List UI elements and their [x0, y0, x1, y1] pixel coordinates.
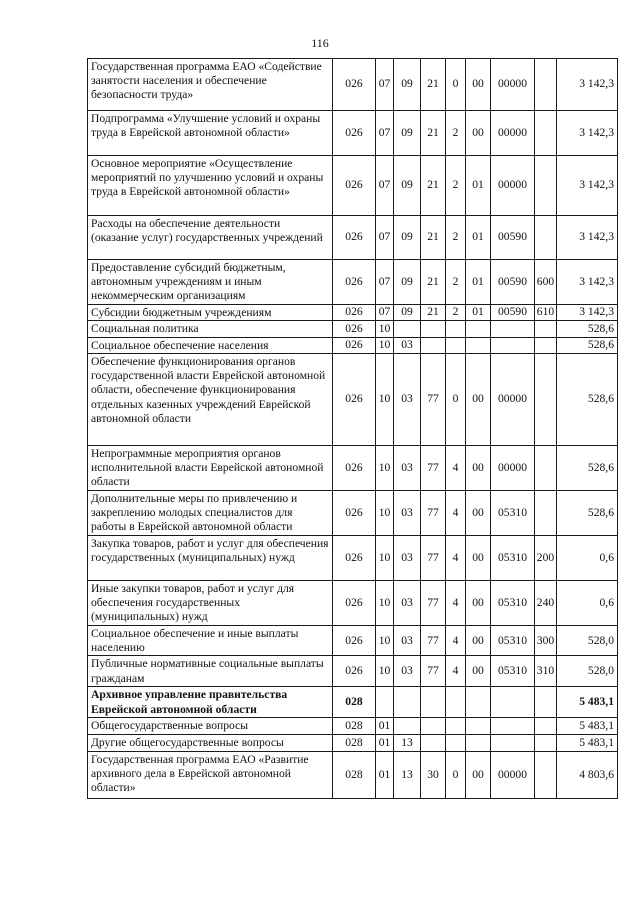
target-article-subprogram: 2 [446, 260, 466, 305]
ved-code: 026 [333, 536, 376, 581]
target-article-subprogram [446, 337, 466, 353]
amount: 528,6 [557, 337, 618, 353]
expense-type-code [535, 717, 557, 734]
row-name: Предоставление субсидий бюджетным, автономным учреждениям и иным некоммерческим организациям [88, 260, 333, 305]
amount: 3 142,3 [557, 304, 618, 320]
target-article-event: 00 [466, 626, 491, 656]
target-article-subprogram: 2 [446, 216, 466, 260]
target-article-direction: 00000 [491, 354, 535, 446]
budget-table [87, 58, 618, 799]
subsection-code: 03 [394, 536, 421, 581]
ved-code: 028 [333, 687, 376, 717]
target-article-program [421, 337, 446, 353]
target-article-direction: 00590 [491, 216, 535, 260]
subsection-code: 03 [394, 354, 421, 446]
expense-type-code [535, 111, 557, 156]
ved-code: 026 [333, 491, 376, 536]
expense-type-code [535, 156, 557, 216]
section-code: 10 [376, 446, 394, 491]
ved-code: 028 [333, 734, 376, 751]
expense-type-code [535, 687, 557, 717]
ved-code: 026 [333, 320, 376, 337]
subsection-code [394, 717, 421, 734]
section-code [376, 687, 394, 717]
section-code: 10 [376, 536, 394, 581]
section-code: 07 [376, 304, 394, 320]
table-row [88, 536, 618, 581]
target-article-event: 00 [466, 536, 491, 581]
expense-type-code [535, 354, 557, 446]
target-article-program: 21 [421, 216, 446, 260]
target-article-event [466, 337, 491, 353]
subsection-code: 09 [394, 156, 421, 216]
amount: 5 483,1 [557, 734, 618, 751]
expense-type-code: 310 [535, 656, 557, 687]
target-article-program: 77 [421, 354, 446, 446]
expense-type-code [535, 491, 557, 536]
target-article-event: 00 [466, 59, 491, 111]
target-article-subprogram: 4 [446, 656, 466, 687]
ved-code: 028 [333, 751, 376, 798]
target-article-direction: 00000 [491, 59, 535, 111]
subsection-code: 13 [394, 751, 421, 798]
target-article-subprogram: 4 [446, 536, 466, 581]
target-article-event: 01 [466, 260, 491, 305]
target-article-subprogram: 4 [446, 581, 466, 626]
expense-type-code: 610 [535, 304, 557, 320]
expense-type-code [535, 59, 557, 111]
expense-type-code: 240 [535, 581, 557, 626]
expense-type-code [535, 216, 557, 260]
amount: 528,6 [557, 491, 618, 536]
row-name: Субсидии бюджетным учреждениям [88, 304, 333, 320]
table-row [88, 446, 618, 491]
ved-code: 026 [333, 111, 376, 156]
target-article-event: 00 [466, 354, 491, 446]
target-article-event [466, 320, 491, 337]
subsection-code [394, 320, 421, 337]
table-row [88, 111, 618, 156]
section-code: 10 [376, 320, 394, 337]
table-row [88, 626, 618, 656]
section-code: 07 [376, 59, 394, 111]
section-code: 07 [376, 156, 394, 216]
table-row [88, 216, 618, 260]
row-name: Государственная программа ЕАО «Содействие занятости населения и обеспечение безопасности труда» [88, 59, 333, 111]
target-article-program [421, 734, 446, 751]
row-name: Архивное управление правительства Еврейской автономной области [88, 687, 333, 717]
row-name: Социальное обеспечение населения [88, 337, 333, 353]
target-article-program: 21 [421, 304, 446, 320]
amount: 3 142,3 [557, 111, 618, 156]
target-article-event: 00 [466, 111, 491, 156]
target-article-direction: 00000 [491, 446, 535, 491]
table-body [88, 59, 618, 799]
target-article-direction: 00000 [491, 156, 535, 216]
subsection-code: 13 [394, 734, 421, 751]
subsection-code: 03 [394, 581, 421, 626]
amount: 528,0 [557, 626, 618, 656]
amount: 0,6 [557, 536, 618, 581]
target-article-event [466, 734, 491, 751]
table-row [88, 734, 618, 751]
target-article-direction [491, 320, 535, 337]
row-name: Социальное обеспечение и иные выплаты населению [88, 626, 333, 656]
target-article-direction: 05310 [491, 656, 535, 687]
table-row [88, 687, 618, 717]
amount: 3 142,3 [557, 156, 618, 216]
table-row [88, 260, 618, 305]
section-code: 07 [376, 111, 394, 156]
section-code: 10 [376, 491, 394, 536]
ved-code: 026 [333, 216, 376, 260]
target-article-program: 21 [421, 111, 446, 156]
amount: 5 483,1 [557, 687, 618, 717]
subsection-code: 03 [394, 491, 421, 536]
target-article-event: 00 [466, 751, 491, 798]
target-article-subprogram [446, 320, 466, 337]
section-code: 10 [376, 581, 394, 626]
ved-code: 026 [333, 626, 376, 656]
target-article-program: 77 [421, 656, 446, 687]
section-code: 01 [376, 717, 394, 734]
section-code: 10 [376, 354, 394, 446]
target-article-direction: 05310 [491, 491, 535, 536]
target-article-direction: 00590 [491, 304, 535, 320]
target-article-subprogram [446, 734, 466, 751]
row-name: Публичные нормативные социальные выплаты гражданам [88, 656, 333, 687]
row-name: Расходы на обеспечение деятельности (оказание услуг) государственных учреждений [88, 216, 333, 260]
expense-type-code [535, 446, 557, 491]
target-article-event: 00 [466, 656, 491, 687]
target-article-event: 01 [466, 216, 491, 260]
ved-code: 026 [333, 581, 376, 626]
row-name: Обеспечение функционирования органов государственной власти Еврейской автономной области, обеспечение функционирования отдельных казенных учреждений Еврейской автономной области [88, 354, 333, 446]
expense-type-code: 600 [535, 260, 557, 305]
row-name: Другие общегосударственные вопросы [88, 734, 333, 751]
ved-code: 026 [333, 446, 376, 491]
target-article-subprogram: 0 [446, 59, 466, 111]
expense-type-code [535, 320, 557, 337]
target-article-program: 21 [421, 156, 446, 216]
subsection-code: 03 [394, 337, 421, 353]
target-article-program: 77 [421, 581, 446, 626]
target-article-program [421, 717, 446, 734]
section-code: 10 [376, 626, 394, 656]
amount: 528,0 [557, 656, 618, 687]
target-article-program [421, 687, 446, 717]
expense-type-code: 300 [535, 626, 557, 656]
amount: 528,6 [557, 446, 618, 491]
subsection-code [394, 687, 421, 717]
target-article-subprogram: 4 [446, 491, 466, 536]
subsection-code: 09 [394, 216, 421, 260]
target-article-program: 77 [421, 536, 446, 581]
ved-code: 026 [333, 260, 376, 305]
amount: 0,6 [557, 581, 618, 626]
target-article-subprogram: 4 [446, 626, 466, 656]
row-name: Государственная программа ЕАО «Развитие архивного дела в Еврейской автономной области» [88, 751, 333, 798]
ved-code: 028 [333, 717, 376, 734]
amount: 3 142,3 [557, 260, 618, 305]
amount: 3 142,3 [557, 59, 618, 111]
table-row [88, 59, 618, 111]
target-article-program: 77 [421, 491, 446, 536]
row-name: Общегосударственные вопросы [88, 717, 333, 734]
row-name: Непрограммные мероприятия органов исполнительной власти Еврейской автономной области [88, 446, 333, 491]
expense-type-code [535, 751, 557, 798]
expense-type-code [535, 734, 557, 751]
subsection-code: 03 [394, 656, 421, 687]
target-article-event: 00 [466, 581, 491, 626]
ved-code: 026 [333, 337, 376, 353]
target-article-subprogram [446, 687, 466, 717]
section-code: 01 [376, 751, 394, 798]
ved-code: 026 [333, 156, 376, 216]
target-article-event: 00 [466, 446, 491, 491]
target-article-program: 21 [421, 260, 446, 305]
subsection-code: 03 [394, 626, 421, 656]
target-article-direction: 05310 [491, 626, 535, 656]
target-article-subprogram: 2 [446, 304, 466, 320]
table-row [88, 717, 618, 734]
row-name: Иные закупки товаров, работ и услуг для обеспечения государственных (муниципальных) нужд [88, 581, 333, 626]
subsection-code: 03 [394, 446, 421, 491]
target-article-subprogram: 0 [446, 751, 466, 798]
section-code: 10 [376, 337, 394, 353]
amount: 528,6 [557, 320, 618, 337]
target-article-direction: 05310 [491, 536, 535, 581]
target-article-direction: 05310 [491, 581, 535, 626]
ved-code: 026 [333, 59, 376, 111]
target-article-program: 77 [421, 446, 446, 491]
target-article-direction: 00000 [491, 111, 535, 156]
target-article-program: 77 [421, 626, 446, 656]
row-name: Основное мероприятие «Осуществление мероприятий по улучшению условий и охраны труда в Еврейской автономной области» [88, 156, 333, 216]
target-article-event [466, 717, 491, 734]
subsection-code: 09 [394, 304, 421, 320]
section-code: 01 [376, 734, 394, 751]
target-article-direction: 00590 [491, 260, 535, 305]
target-article-subprogram: 2 [446, 156, 466, 216]
row-name: Закупка товаров, работ и услуг для обеспечения государственных (муниципальных) нужд [88, 536, 333, 581]
target-article-subprogram: 2 [446, 111, 466, 156]
expense-type-code: 200 [535, 536, 557, 581]
amount: 528,6 [557, 354, 618, 446]
subsection-code: 09 [394, 59, 421, 111]
expense-type-code [535, 337, 557, 353]
table-row [88, 354, 618, 446]
target-article-direction [491, 337, 535, 353]
table-row [88, 581, 618, 626]
target-article-program: 30 [421, 751, 446, 798]
table-row [88, 320, 618, 337]
ved-code: 026 [333, 304, 376, 320]
target-article-event: 01 [466, 156, 491, 216]
target-article-direction [491, 734, 535, 751]
subsection-code: 09 [394, 111, 421, 156]
amount: 4 803,6 [557, 751, 618, 798]
page-number: 116 [311, 36, 329, 50]
row-name: Социальная политика [88, 320, 333, 337]
section-code: 10 [376, 656, 394, 687]
target-article-direction [491, 687, 535, 717]
target-article-event: 00 [466, 491, 491, 536]
table-row [88, 156, 618, 216]
target-article-direction: 00000 [491, 751, 535, 798]
target-article-event [466, 687, 491, 717]
ved-code: 026 [333, 656, 376, 687]
target-article-program [421, 320, 446, 337]
target-article-subprogram: 0 [446, 354, 466, 446]
section-code: 07 [376, 260, 394, 305]
table-row [88, 304, 618, 320]
amount: 3 142,3 [557, 216, 618, 260]
target-article-event: 01 [466, 304, 491, 320]
section-code: 07 [376, 216, 394, 260]
table-row [88, 656, 618, 687]
target-article-subprogram: 4 [446, 446, 466, 491]
ved-code: 026 [333, 354, 376, 446]
row-name: Подпрограмма «Улучшение условий и охраны труда в Еврейской автономной области» [88, 111, 333, 156]
amount: 5 483,1 [557, 717, 618, 734]
subsection-code: 09 [394, 260, 421, 305]
table-row [88, 337, 618, 353]
target-article-program: 21 [421, 59, 446, 111]
table-row [88, 751, 618, 798]
row-name: Дополнительные меры по привлечению и закреплению молодых специалистов для работы в Еврейской автономной области [88, 491, 333, 536]
target-article-subprogram [446, 717, 466, 734]
target-article-direction [491, 717, 535, 734]
table-row [88, 491, 618, 536]
